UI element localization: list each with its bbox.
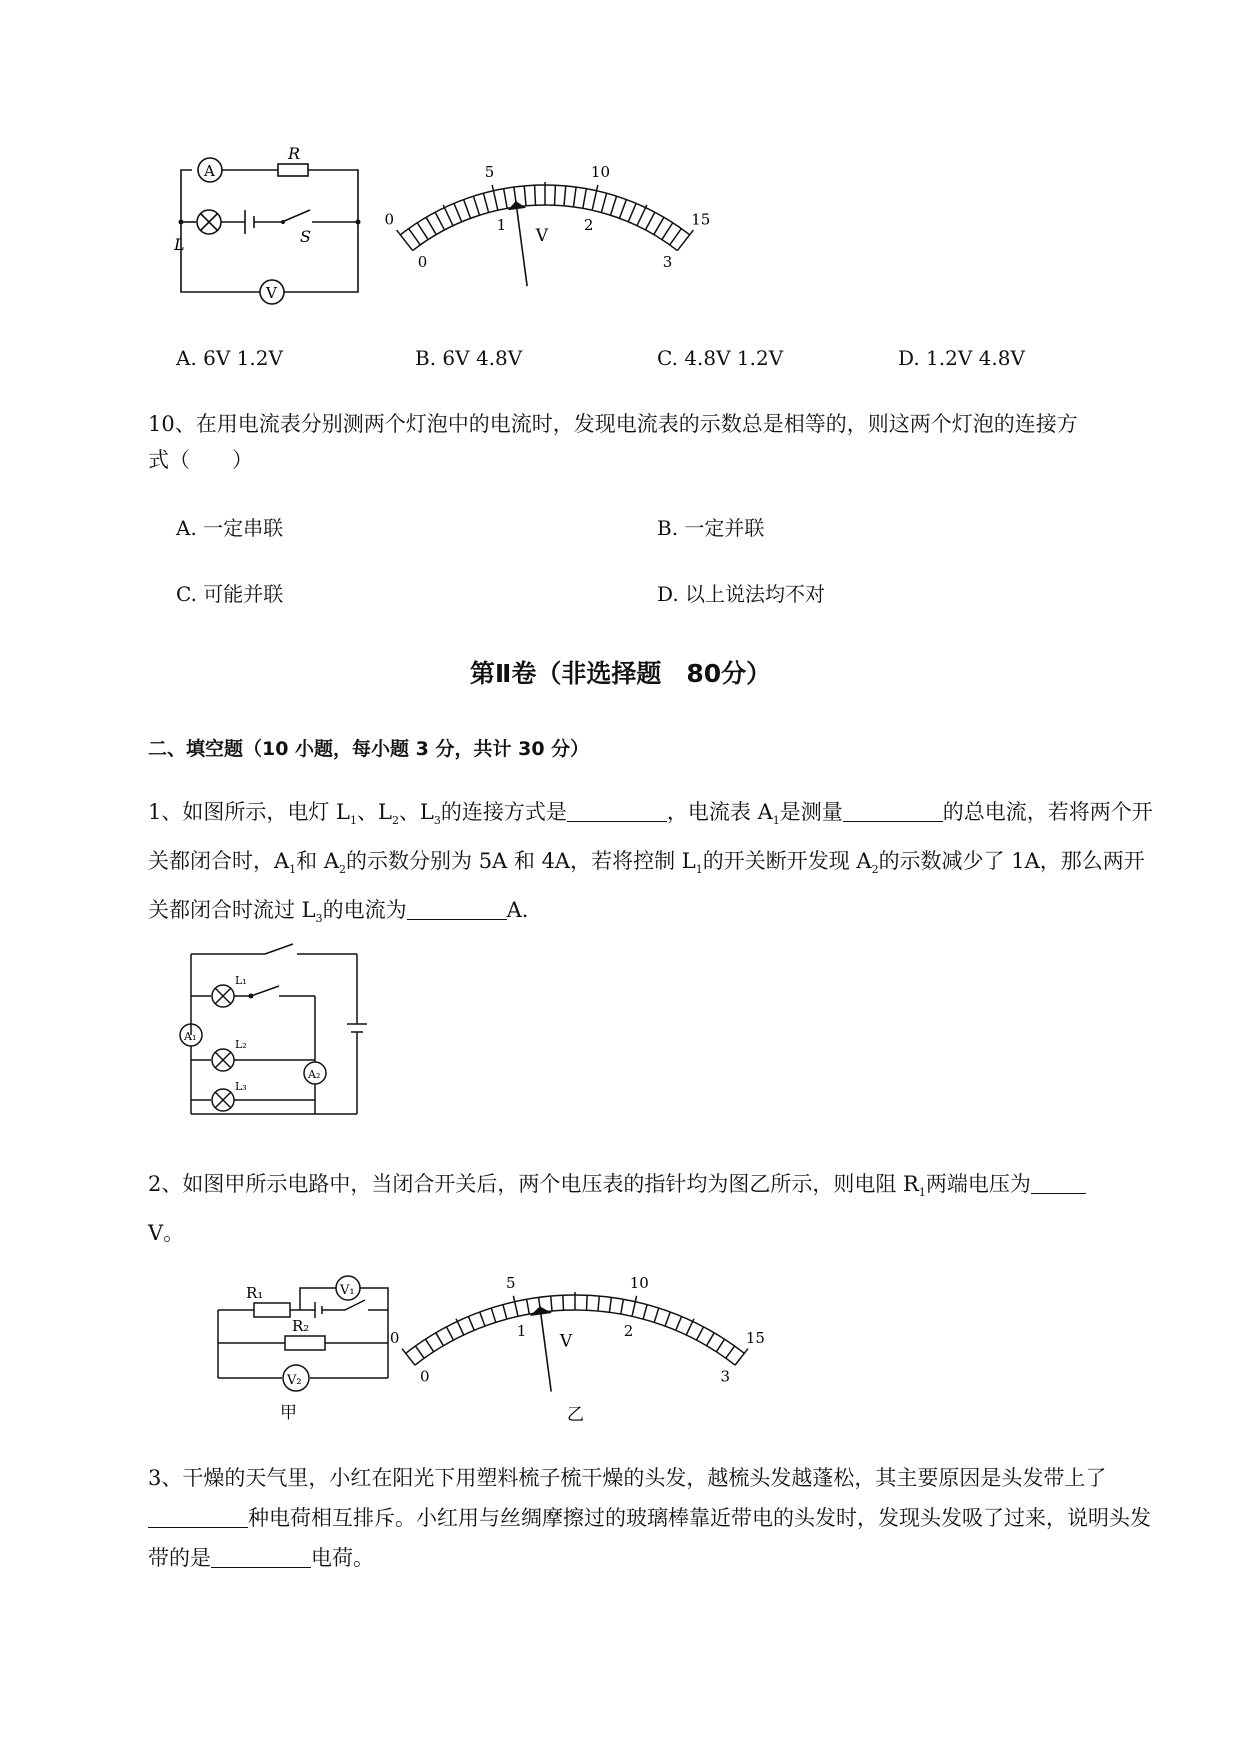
- dial-tick: [446, 1327, 453, 1340]
- dial-tick: [426, 217, 436, 234]
- dial-tick: [409, 229, 421, 245]
- dial-tick: [628, 203, 636, 221]
- fill-question-1: 1、如图所示，电灯 $L_1$、$L_2$、$L_3$的连接方式是 ，电流表 $A_1$是测量 的总电流，若将两个开关都闭合时，$A_1$和 $A_2$的示数分别为 5A 和 4A，若将控制 $L_1$的开关断开发现 $A_2$的示数减少了 1A，那么两开关都闭合时流过 $L_3$的电流为 A.: [148, 800, 1153, 926]
- dial-tick: [436, 1333, 444, 1346]
- dial-tick: [586, 1295, 587, 1310]
- dial-tick: [443, 205, 453, 226]
- dial-tick: [619, 200, 626, 219]
- dial-bottom-scale-label: 0: [417, 253, 428, 272]
- dial-tick: [454, 203, 462, 221]
- fill-blank[interactable]: [148, 1505, 248, 1528]
- dial-tick: [609, 1297, 611, 1312]
- q9-option-c[interactable]: C. 4.8V 1.2V: [657, 346, 784, 370]
- dial-tick: [425, 1339, 433, 1352]
- fill-blank[interactable]: [567, 799, 667, 822]
- dial-tick: [726, 1346, 735, 1358]
- fill-question-2: 2、如图甲所示电路中，当闭合开关后，两个电压表的指针均为图乙所示，则电阻 $R_1$两端电压为 V。: [148, 1164, 1158, 1253]
- fill-q1-l1-label: L₁: [235, 974, 247, 987]
- dial-top-scale-label: 0: [389, 1329, 400, 1348]
- dial-top-scale-label: 5: [505, 1274, 516, 1293]
- dial-tick: [415, 1346, 424, 1358]
- dial-top-scale-label: 15: [691, 210, 711, 229]
- q10-option-c[interactable]: C. 可能并联: [176, 582, 284, 606]
- dial-tick: [524, 186, 526, 206]
- dial-top-scale-label: 5: [484, 163, 495, 182]
- dial-tick: [492, 185, 498, 210]
- q9-option-d[interactable]: D. 1.2V 4.8V: [898, 346, 1025, 370]
- dial-tick: [583, 189, 587, 209]
- dial-bottom-scale-label: 1: [516, 1321, 527, 1340]
- fill-blank[interactable]: [843, 799, 943, 822]
- dial-tick: [513, 1296, 518, 1316]
- dial-top-scale-label: 10: [629, 1274, 649, 1293]
- fill-q1-circuit-diagram: [175, 940, 375, 1122]
- dial-bottom-scale-label: 2: [623, 1321, 634, 1340]
- dial-bottom-scale-label: 2: [583, 215, 594, 234]
- dial-tick: [551, 1296, 552, 1311]
- dial-tick: [601, 193, 606, 212]
- dial-pointer: [540, 1306, 551, 1391]
- fill-q2-r2-label: R₂: [292, 1317, 310, 1335]
- dial-tick: [654, 1308, 659, 1322]
- section-title: 第Ⅱ卷（非选择题 80分）: [469, 659, 772, 688]
- fill-q2-circuit-diagram: [210, 1268, 400, 1428]
- dial-top-scale-label: 10: [590, 163, 611, 182]
- dial-tick: [503, 1305, 507, 1319]
- dial-tick: [564, 186, 566, 206]
- fill-q2-r1-label: R₁: [246, 1284, 264, 1302]
- dial-tick: [417, 223, 428, 240]
- fill-q1-a1-label: A₁: [184, 1030, 197, 1043]
- dial-tick: [527, 1299, 530, 1314]
- dial-tick: [473, 196, 479, 215]
- dial-tick: [435, 212, 444, 230]
- fill-q2-caption-jia: 甲: [280, 1403, 297, 1423]
- dial-tick: [598, 1296, 599, 1311]
- dial-tick: [491, 1308, 496, 1322]
- fill-blank[interactable]: [211, 1545, 311, 1568]
- dial-tick: [686, 1319, 694, 1335]
- q9-circuit-diagram: [170, 144, 370, 302]
- q9-option-a[interactable]: A. 6V 1.2V: [176, 346, 283, 370]
- dial-tick: [632, 1296, 637, 1316]
- dial-tick: [483, 193, 488, 212]
- fill-q1-l3-label: L₃: [235, 1080, 247, 1093]
- q9-voltmeter-dial: [384, 150, 711, 300]
- dial-tick: [677, 230, 693, 250]
- dial-tick: [592, 185, 598, 210]
- fill-q1-a2-label: A₂: [308, 1068, 321, 1081]
- dial-tick: [468, 1316, 474, 1330]
- dial-pointer: [516, 201, 527, 286]
- q10-option-d[interactable]: D. 以上说法均不对: [657, 582, 826, 606]
- q10-option-a[interactable]: A. 一定串联: [176, 516, 284, 540]
- fill-q2-voltmeter-dial: [389, 1270, 765, 1430]
- dial-tick: [697, 1327, 704, 1340]
- dial-tick: [716, 1339, 724, 1352]
- dial-tick: [535, 185, 536, 205]
- dial-tick: [555, 185, 556, 205]
- q10-question-line1: 10、在用电流表分别测两个灯泡中的电流时，发现电流表的示数总是相等的，则这两个灯泡的连接方: [148, 412, 1078, 436]
- dial-tick: [504, 189, 508, 209]
- fill-q1-l2-label: L₂: [235, 1038, 247, 1051]
- q9-switch-label: S: [300, 227, 311, 246]
- dial-tick: [670, 229, 682, 245]
- dial-bottom-scale-label: 3: [662, 253, 673, 272]
- dial-top-scale-label: 0: [384, 210, 395, 229]
- dial-tick: [397, 230, 413, 250]
- q10-question-line2: 式（ ）: [148, 448, 253, 472]
- fill-blank[interactable]: [407, 897, 507, 920]
- dial-top-scale-label: 15: [745, 1329, 765, 1348]
- dial-tick: [637, 205, 647, 226]
- dial-tick: [665, 1312, 670, 1326]
- dial-tick: [676, 1316, 682, 1330]
- dial-unit-label: V: [559, 1331, 573, 1352]
- dial-caption: 乙: [567, 1405, 584, 1425]
- fill-q2-v1-label: V₁: [340, 1283, 355, 1298]
- dial-tick: [573, 187, 576, 207]
- dial-tick: [464, 200, 471, 219]
- q9-voltmeter-label: V: [266, 284, 277, 302]
- fill-question-3: 3、干燥的天气里，小红在阳光下用塑料梳子梳干燥的头发，越梳头发越蓬松，其主要原因是头发带上了种电荷相互排斥。小红用与丝绸摩擦过的玻璃棒靠近带电的头发时，发现头发吸了过来，说明头发带的是 电荷。: [148, 1466, 1151, 1570]
- dial-tick: [563, 1295, 564, 1310]
- dial-tick: [610, 196, 616, 215]
- section-subtitle: 二、填空题（10 小题，每小题 3 分，共计 30 分）: [148, 738, 590, 760]
- dial-unit-label: V: [535, 225, 549, 246]
- dial-tick: [662, 223, 673, 240]
- dial-tick: [707, 1333, 715, 1346]
- q9-resistor-label: R: [288, 144, 301, 163]
- q9-lamp-label: L: [174, 235, 185, 254]
- dial-tick: [643, 1305, 647, 1319]
- q9-option-b[interactable]: B. 6V 4.8V: [415, 346, 523, 370]
- q10-option-b[interactable]: B. 一定并联: [657, 516, 765, 540]
- dial-tick: [645, 212, 654, 230]
- q9-ammeter-label: A: [204, 162, 215, 180]
- dial-bottom-scale-label: 3: [720, 1367, 730, 1386]
- dial-bottom-scale-label: 1: [496, 215, 507, 234]
- dial-tick: [456, 1319, 464, 1335]
- fill-q2-v2-label: V₂: [287, 1373, 302, 1388]
- dial-bottom-scale-label: 0: [420, 1367, 430, 1386]
- dial-tick: [621, 1299, 624, 1314]
- dial-tick: [480, 1312, 485, 1326]
- dial-tick: [654, 217, 664, 234]
- fill-blank[interactable]: [1031, 1171, 1086, 1194]
